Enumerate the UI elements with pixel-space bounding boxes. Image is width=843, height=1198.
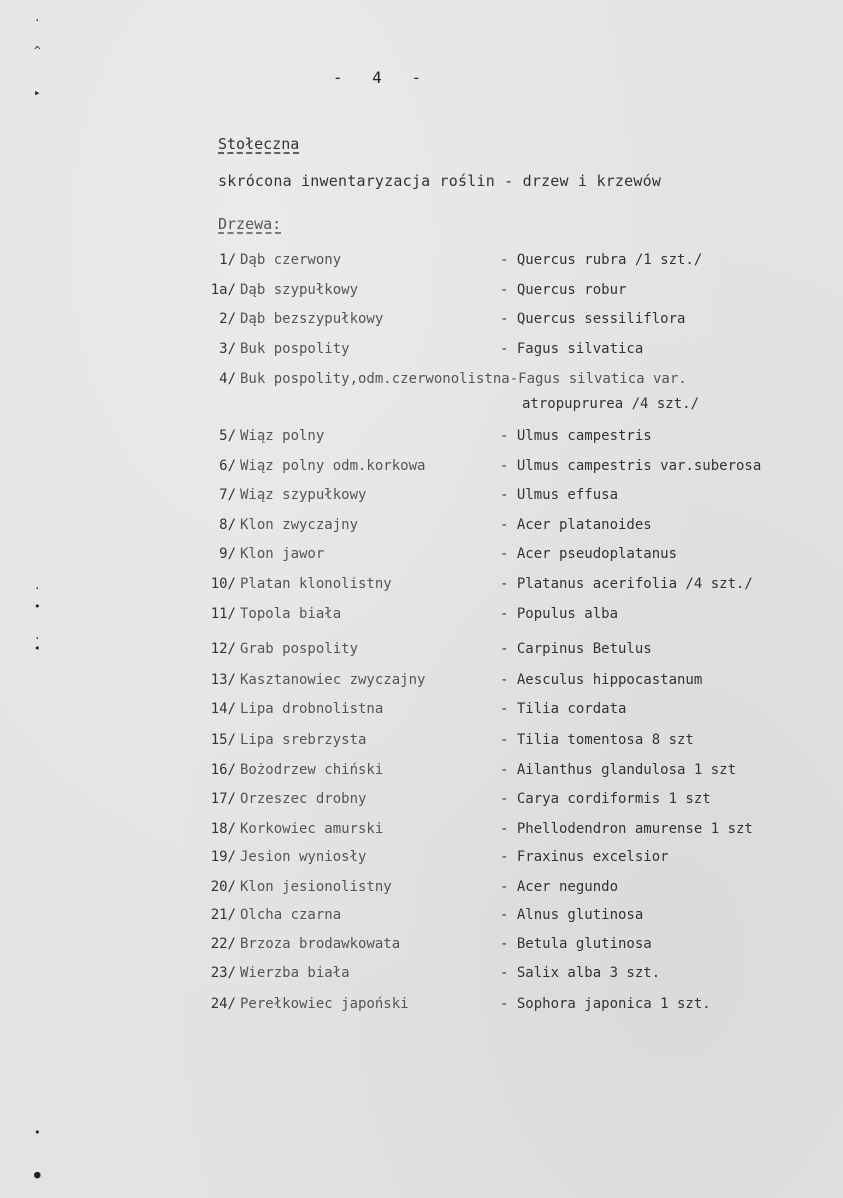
latin-name: - Sophora japonica 1 szt. [500,996,711,1012]
latin-name: - Populus alba [500,606,619,622]
item-number: 12/ [210,641,236,657]
latin-name: - Quercus robur [500,282,627,298]
polish-name: Klon zwyczajny [240,517,359,533]
list-item [0,879,843,903]
polish-name: Klon jesionolistny [240,879,392,895]
list-item [0,606,843,630]
latin-name: - Carpinus Betulus [500,641,652,657]
list-item [0,546,843,570]
polish-name: Wiąz szypułkowy [240,487,367,503]
polish-name: Wierzba biała [240,965,350,981]
latin-name: - Platanus acerifolia /4 szt./ [500,576,753,592]
latin-name: - Fraxinus excelsior [500,849,669,865]
latin-name: - Alnus glutinosa [500,907,644,923]
latin-name: - Acer platanoides [500,517,652,533]
item-number: 23/ [210,965,236,981]
list-item [0,341,843,365]
item-number: 10/ [210,576,236,592]
polish-name: Topola biała [240,606,342,622]
list-item [0,821,843,845]
margin-mark: ● [34,1168,41,1181]
latin-name: - Betula glutinosa [500,936,652,952]
item-number: 13/ [210,672,236,688]
list-item [0,936,843,960]
margin-mark: · [34,582,41,595]
section-label: Drzewa: [218,215,282,233]
list-item [0,762,843,786]
polish-name: Lipa srebrzysta [240,732,367,748]
latin-name: - Fagus silvatica [500,341,644,357]
polish-name: Dąb czerwony [240,252,342,268]
margin-mark: • [34,600,41,613]
item-number: 9/ [219,546,236,562]
latin-name: - Tilia cordata [500,701,627,717]
list-item [0,672,843,696]
polish-name: Wiąz polny odm.korkowa [240,458,426,474]
item-number: 2/ [219,311,236,327]
latin-name: - Ailanthus glandulosa 1 szt [500,762,737,778]
latin-name: - Quercus sessiliflora [500,311,686,327]
latin-name: - Acer negundo [500,879,619,895]
polish-name: Dąb bezszypułkowy [240,311,384,327]
polish-name: Olcha czarna [240,907,342,923]
list-item [0,458,843,482]
item-number: 11/ [210,606,236,622]
polish-name: Kasztanowiec zwyczajny [240,672,426,688]
list-item [0,252,843,276]
polish-name: Klon jawor [240,546,325,562]
list-item [0,282,843,306]
list-item [0,965,843,989]
latin-name: - Acer pseudoplatanus [500,546,678,562]
item-number: 6/ [219,458,236,474]
polish-name: Platan klonolistny [240,576,392,592]
margin-mark: • [34,1126,41,1139]
latin-name: - Salix alba 3 szt. [500,965,661,981]
item-number: 8/ [219,517,236,533]
polish-name: Jesion wyniosły [240,849,367,865]
item-number: 21/ [210,907,236,923]
list-item [0,576,843,600]
polish-name: Bożodrzew chiński [240,762,384,778]
item-number: 1/ [219,252,236,268]
item-number: 22/ [210,936,236,952]
document-heading: Stołeczna [218,135,300,153]
item-number: 17/ [210,791,236,807]
list-item [0,791,843,815]
polish-name: Orzeszec drobny [240,791,367,807]
polish-name: Wiąz polny [240,428,325,444]
margin-mark: · [34,14,41,27]
list-item [0,732,843,756]
latin-name: - Aesculus hippocastanum [500,672,703,688]
latin-name: - Carya cordiformis 1 szt [500,791,711,807]
item-number: 24/ [210,996,236,1012]
list-item [0,996,843,1020]
margin-mark: · [34,632,41,645]
latin-name: - Ulmus effusa [500,487,619,503]
list-item [0,641,843,665]
item-number: 3/ [219,341,236,357]
margin-mark: • [34,642,41,655]
latin-name: - Tilia tomentosa 8 szt [500,732,694,748]
list-item [0,487,843,511]
item-number: 15/ [210,732,236,748]
list-item [0,849,843,873]
polish-name: Dąb szypułkowy [240,282,359,298]
list-item [0,371,843,395]
item-number: 7/ [219,487,236,503]
item-number: 20/ [210,879,236,895]
page-number: - 4 - [332,68,432,87]
list-item [0,517,843,541]
polish-name: Buk pospolity [240,341,350,357]
item-number: 5/ [219,428,236,444]
latin-name-continuation: atropuprurea /4 szt./ [522,396,700,412]
margin-mark: ▸ [34,86,41,99]
polish-name: Brzoza brodawkowata [240,936,401,952]
margin-mark: ^ [34,44,41,57]
latin-name: - Phellodendron amurense 1 szt [500,821,753,837]
polish-name: Korkowiec amurski [240,821,384,837]
latin-name: - Quercus rubra /1 szt./ [500,252,703,268]
latin-name: - Ulmus campestris [500,428,652,444]
list-item [0,428,843,452]
item-number: 16/ [210,762,236,778]
polish-name: Lipa drobnolistna [240,701,384,717]
item-number: 4/ [219,371,236,387]
list-item [0,907,843,931]
polish-name: Buk pospolity,odm.czerwonolistna-Fagus silvatica var. [240,371,687,387]
latin-name: - Ulmus campestris var.suberosa [500,458,762,474]
polish-name: Perełkowiec japoński [240,996,409,1012]
item-number: 18/ [210,821,236,837]
item-number: 19/ [210,849,236,865]
document-subtitle: skrócona inwentaryzacja roślin - drzew i krzewów [218,172,662,190]
list-item [0,311,843,335]
list-item [0,701,843,725]
item-number: 1a/ [210,282,236,298]
item-number: 14/ [210,701,236,717]
polish-name: Grab pospolity [240,641,359,657]
